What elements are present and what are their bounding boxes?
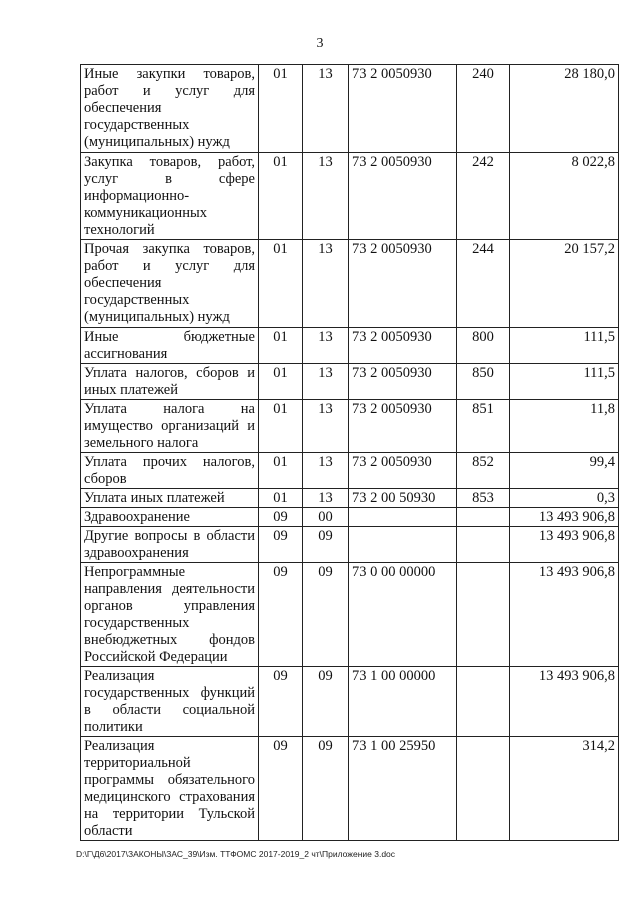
expense-type-cell: 851 <box>457 400 510 453</box>
table-row <box>81 527 619 563</box>
expense-type-cell: 242 <box>457 153 510 240</box>
amount-cell: 8 022,8 <box>510 153 619 240</box>
page-number: 3 <box>316 36 324 51</box>
amount-cell: 13 493 906,8 <box>510 508 619 527</box>
target-article-cell: 73 2 0050930 <box>349 328 457 364</box>
table-row <box>81 489 619 508</box>
subsection-code-cell: 09 <box>303 527 349 563</box>
name-cell: Непрограммные направления деятельности органов управления государственных внебюджетных фондов Российской Федерации <box>81 563 259 667</box>
expense-type-cell: 800 <box>457 328 510 364</box>
file-path-footer: D:\Г\Д6\2017\ЗАКОНЫ\ЗАС_39\Изм. ТТФОМС 2017-2019_2 чт\Приложение 3.doc <box>76 849 396 859</box>
table-row <box>81 364 619 400</box>
table-row <box>81 737 619 841</box>
subsection-code-cell: 13 <box>303 65 349 153</box>
target-article-cell: 73 1 00 25950 <box>349 737 457 841</box>
expense-type-cell <box>457 508 510 527</box>
subsection-code-cell: 00 <box>303 508 349 527</box>
target-article-cell: 73 2 0050930 <box>349 364 457 400</box>
subsection-code-cell: 13 <box>303 328 349 364</box>
target-article-cell: 73 2 0050930 <box>349 153 457 240</box>
expense-type-cell: 852 <box>457 453 510 489</box>
amount-cell: 13 493 906,8 <box>510 563 619 667</box>
name-cell: Уплата налогов, сборов и иных платежей <box>81 364 259 400</box>
table-row <box>81 400 619 453</box>
subsection-code-cell: 13 <box>303 400 349 453</box>
amount-cell: 11,8 <box>510 400 619 453</box>
section-code-cell: 01 <box>259 364 303 400</box>
subsection-code-cell: 09 <box>303 667 349 737</box>
target-article-cell: 73 2 00 50930 <box>349 489 457 508</box>
table-row <box>81 667 619 737</box>
section-code-cell: 09 <box>259 527 303 563</box>
amount-cell: 99,4 <box>510 453 619 489</box>
name-cell: Иные закупки товаров, работ и услуг для обеспечения государственных (муниципальных) нужд <box>81 65 259 153</box>
subsection-code-cell: 09 <box>303 563 349 667</box>
subsection-code-cell: 13 <box>303 153 349 240</box>
subsection-code-cell: 13 <box>303 240 349 328</box>
target-article-cell: 73 2 0050930 <box>349 453 457 489</box>
table-row <box>81 563 619 667</box>
expense-type-cell <box>457 563 510 667</box>
amount-cell: 111,5 <box>510 364 619 400</box>
expense-type-cell: 240 <box>457 65 510 153</box>
target-article-cell: 73 1 00 00000 <box>349 667 457 737</box>
section-code-cell: 09 <box>259 563 303 667</box>
amount-cell: 13 493 906,8 <box>510 667 619 737</box>
expense-type-cell: 850 <box>457 364 510 400</box>
table-row <box>81 240 619 328</box>
section-code-cell: 01 <box>259 328 303 364</box>
subsection-code-cell: 13 <box>303 364 349 400</box>
amount-cell: 0,3 <box>510 489 619 508</box>
section-code-cell: 01 <box>259 400 303 453</box>
expense-type-cell <box>457 527 510 563</box>
name-cell: Здравоохранение <box>81 508 259 527</box>
name-cell: Закупка товаров, работ, услуг в сфере информационно-коммуникационных технологий <box>81 153 259 240</box>
expense-type-cell <box>457 667 510 737</box>
amount-cell: 13 493 906,8 <box>510 527 619 563</box>
expense-type-cell <box>457 737 510 841</box>
section-code-cell: 09 <box>259 667 303 737</box>
target-article-cell <box>349 527 457 563</box>
target-article-cell: 73 2 0050930 <box>349 240 457 328</box>
section-code-cell: 01 <box>259 489 303 508</box>
subsection-code-cell: 09 <box>303 737 349 841</box>
amount-cell: 28 180,0 <box>510 65 619 153</box>
subsection-code-cell: 13 <box>303 489 349 508</box>
section-code-cell: 09 <box>259 508 303 527</box>
section-code-cell: 01 <box>259 453 303 489</box>
expense-type-cell: 853 <box>457 489 510 508</box>
name-cell: Уплата иных платежей <box>81 489 259 508</box>
table-row <box>81 453 619 489</box>
table-row <box>81 65 619 153</box>
name-cell: Прочая закупка товаров, работ и услуг для обеспечения государственных (муниципальных) нужд <box>81 240 259 328</box>
amount-cell: 20 157,2 <box>510 240 619 328</box>
name-cell: Реализация территориальной программы обязательного медицинского страхования на территории Тульской области <box>81 737 259 841</box>
name-cell: Другие вопросы в области здравоохранения <box>81 527 259 563</box>
name-cell: Иные бюджетные ассигнования <box>81 328 259 364</box>
target-article-cell: 73 2 0050930 <box>349 65 457 153</box>
section-code-cell: 01 <box>259 65 303 153</box>
subsection-code-cell: 13 <box>303 453 349 489</box>
table-row <box>81 508 619 527</box>
budget-table <box>80 64 619 841</box>
section-code-cell: 09 <box>259 737 303 841</box>
amount-cell: 314,2 <box>510 737 619 841</box>
target-article-cell: 73 2 0050930 <box>349 400 457 453</box>
table-row <box>81 328 619 364</box>
target-article-cell: 73 0 00 00000 <box>349 563 457 667</box>
section-code-cell: 01 <box>259 153 303 240</box>
name-cell: Реализация государственных функций в области социальной политики <box>81 667 259 737</box>
expense-type-cell: 244 <box>457 240 510 328</box>
table-row <box>81 153 619 240</box>
amount-cell: 111,5 <box>510 328 619 364</box>
section-code-cell: 01 <box>259 240 303 328</box>
name-cell: Уплата прочих налогов, сборов <box>81 453 259 489</box>
target-article-cell <box>349 508 457 527</box>
name-cell: Уплата налога на имущество организаций и земельного налога <box>81 400 259 453</box>
